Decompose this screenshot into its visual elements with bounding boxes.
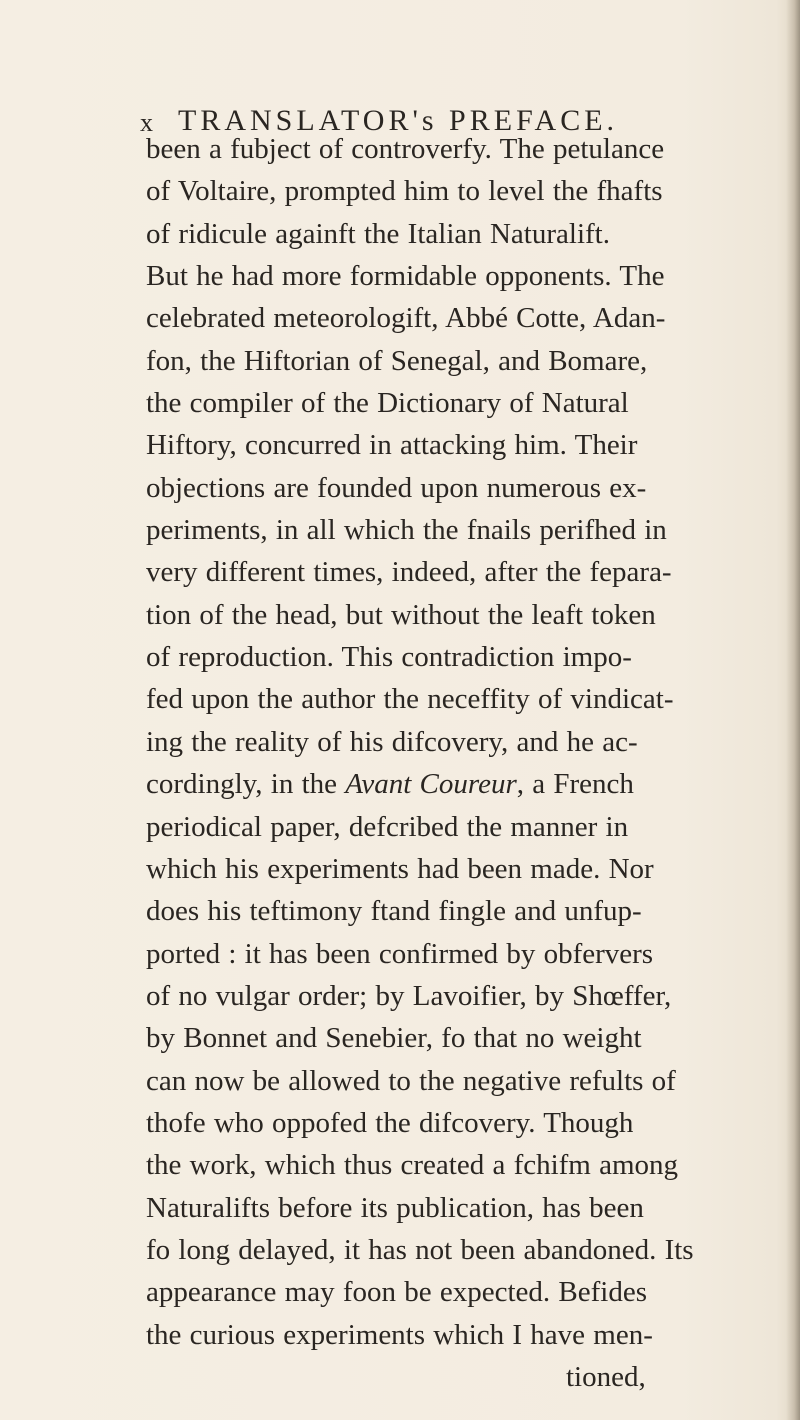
body-text [146,128,786,1398]
text-line-24: thofe who oppofed the difcovery. Though [146,1106,634,1139]
text-line-28: appearance may foon be expected. Befides [146,1276,647,1309]
text-line-16 [146,763,786,805]
text-line-4: But he had more formidable opponents. The [146,260,665,293]
text-line-1: been a fubject of controverfy. The petulance [146,133,665,165]
periodical-title: Avant Coureur [345,768,517,801]
text-line-22: by Bonnet and Senebier, fo that no weight [146,1022,642,1055]
text-line-18: which his experiments had been made. Nor [146,852,654,885]
text-line-10: periments, in all which the fnails perifhed in [146,514,667,547]
text-line-15: ing the reality of his difcovery, and he ac- [146,725,638,758]
page-edge-shadow [786,0,800,1420]
text-line-6: fon, the Hiftorian of Senegal, and Bomare, [146,344,648,377]
text-line-16-end: , a French [516,768,634,801]
page-number: x [140,108,153,137]
text-line-12: tion of the head, but without the leaft token [146,598,656,631]
text-line-13: of reproduction. This contradiction impo- [146,641,632,674]
text-line-21: of no vulgar order; by Lavoifier, by Shœffer, [146,979,672,1012]
text-line-2: of Voltaire, prompted him to level the fhafts [146,175,663,208]
text-line-8: Hiftory, concurred in attacking him. Their [146,429,638,462]
text-line-27: fo long delayed, it has not been abandoned. Its [146,1233,694,1266]
text-line-11: very different times, indeed, after the fepara- [146,556,672,589]
text-line-5: celebrated meteorologift, Abbé Cotte, Adan- [146,302,666,335]
running-head: TRANSLATOR's PREFACE. [178,104,619,137]
text-line-7: the compiler of the Dictionary of Natural [146,387,629,420]
text-line-26: Naturalifts before its publication, has been [146,1191,644,1224]
text-line-20: ported : it has been confirmed by obfervers [146,937,654,970]
text-line-23: can now be allowed to the negative refults of [146,1064,676,1097]
text-line-16-start: cordingly, in the [146,768,346,801]
text-line-14: fed upon the author the neceffity of vindicat- [146,683,674,716]
text-line-17: periodical paper, defcribed the manner in [146,810,629,843]
text-line-3: of ridicule againft the Italian Naturalift. [146,217,610,250]
text-line-19: does his teftimony ftand fingle and unfup- [146,895,642,928]
text-line-29: the curious experiments which I have men- [146,1318,653,1351]
catchword: tioned, [566,1360,646,1393]
text-line-25: the work, which thus created a fchifm among [146,1149,679,1182]
text-line-9: objections are founded upon numerous ex- [146,471,647,504]
